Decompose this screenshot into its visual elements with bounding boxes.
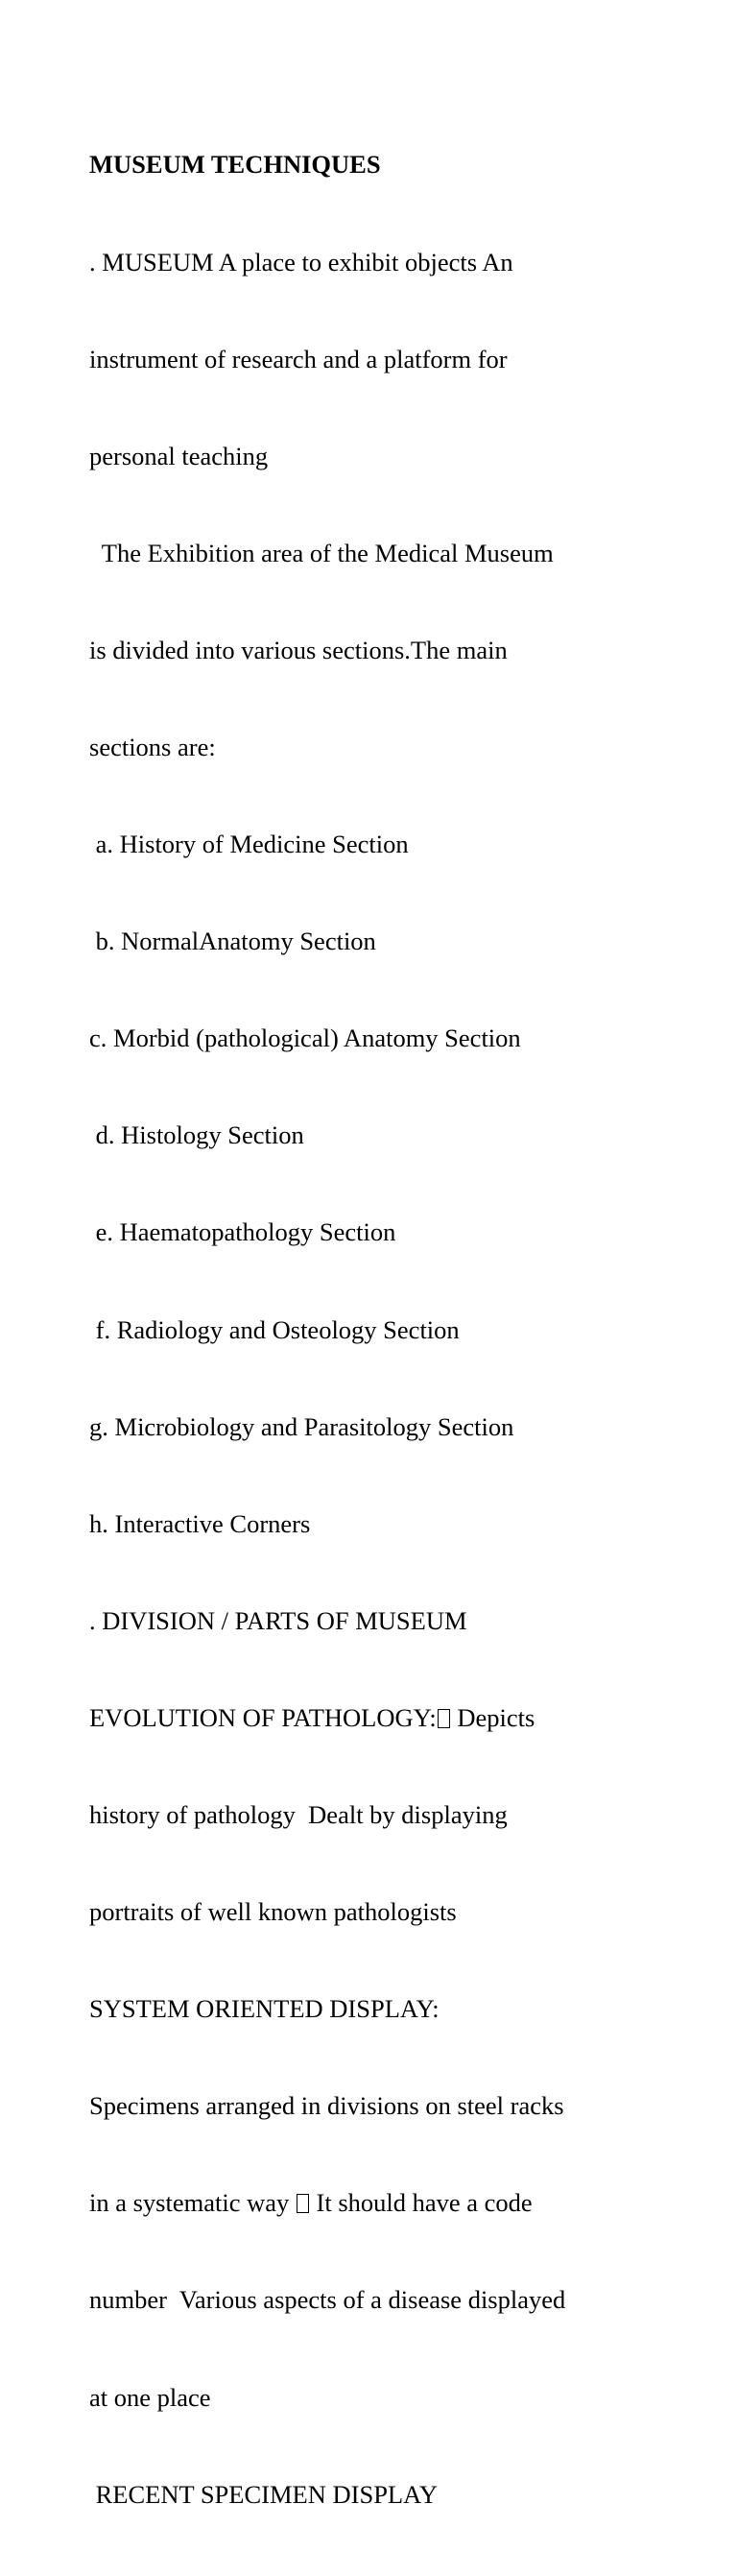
section-item-b: b. NormalAnatomy Section xyxy=(89,927,376,956)
evolution-line-end: Depicts xyxy=(450,1702,535,1732)
section-item-h: h. Interactive Corners xyxy=(89,1508,311,1538)
text-line: history of pathology Dealt by displaying xyxy=(89,1800,508,1829)
text-line: personal teaching xyxy=(89,441,269,470)
systematic-line-end: It should have a code xyxy=(309,2188,533,2218)
document-title: MUSEUM TECHNIQUES xyxy=(89,150,381,180)
text-line: . MUSEUM A place to exhibit objects An xyxy=(89,247,513,277)
text-line: Specimens arranged in divisions on steel racks xyxy=(89,2091,564,2121)
text-line: The Exhibition area of the Medical Museum xyxy=(89,538,554,567)
text-line: . DIVISION / PARTS OF MUSEUM xyxy=(89,1605,467,1635)
systematic-line xyxy=(89,2187,703,2220)
text-line: sections are: xyxy=(89,732,216,761)
evolution-line-start: EVOLUTION OF PATHOLOGY: xyxy=(89,1702,437,1732)
missing-glyph-icon xyxy=(297,2194,309,2213)
text-line: instrument of research and a platform for xyxy=(89,344,508,373)
text-line: RECENT SPECIMEN DISPLAY xyxy=(89,2479,438,2509)
section-item-c: c. Morbid (pathological) Anatomy Section xyxy=(89,1023,521,1053)
section-item-e: e. Haematopathology Section xyxy=(89,1217,396,1247)
text-line: is divided into various sections.The main xyxy=(89,635,508,664)
text-line: SYSTEM ORIENTED DISPLAY: xyxy=(89,1994,440,2024)
text-line: at one place xyxy=(89,2382,211,2412)
text-line: portraits of well known pathologists xyxy=(89,1897,457,1927)
section-item-d: d. Histology Section xyxy=(89,1120,304,1150)
missing-glyph-icon xyxy=(438,1709,450,1728)
section-item-f: f. Radiology and Osteology Section xyxy=(89,1314,460,1344)
document-body xyxy=(89,84,703,2576)
systematic-line-start: in a systematic way xyxy=(89,2188,296,2218)
section-item-g: g. Microbiology and Parasitology Section xyxy=(89,1411,514,1441)
section-item-a: a. History of Medicine Section xyxy=(89,830,409,859)
evolution-line xyxy=(89,1702,703,1735)
text-line: number Various aspects of a disease displayed xyxy=(89,2285,566,2315)
